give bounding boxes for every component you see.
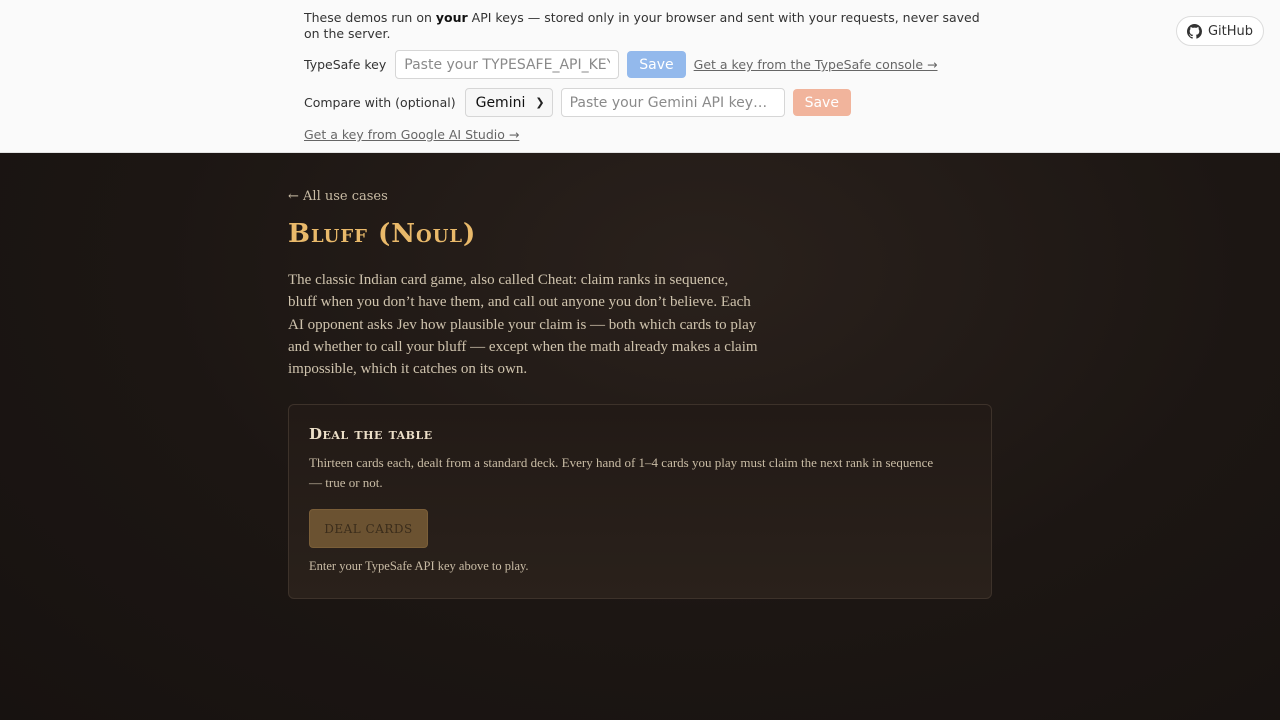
typesafe-console-link[interactable]: Get a key from the TypeSafe console → bbox=[693, 57, 938, 72]
typesafe-key-input[interactable] bbox=[395, 50, 619, 79]
typesafe-key-row bbox=[304, 50, 938, 79]
notice-text-pre: These demos run on bbox=[304, 10, 436, 25]
github-icon bbox=[1187, 24, 1202, 39]
api-key-hint: Enter your TypeSafe API key above to play. bbox=[309, 559, 529, 573]
github-button[interactable] bbox=[1176, 16, 1264, 46]
deal-cards-button[interactable]: DEAL CARDS bbox=[309, 509, 428, 548]
notice-text-post: API keys — stored only in your browser and sent with your requests, never saved on the server. bbox=[304, 10, 980, 41]
chevron-down-icon: ❯ bbox=[535, 96, 545, 109]
deal-table-card bbox=[288, 404, 992, 599]
main-content bbox=[0, 153, 1280, 720]
gemini-key-input[interactable] bbox=[561, 88, 785, 117]
typesafe-key-label: TypeSafe key bbox=[304, 57, 387, 72]
github-label: GitHub bbox=[1207, 23, 1254, 39]
gemini-save-button[interactable]: Save bbox=[793, 89, 851, 116]
all-use-cases-link[interactable]: ← All use cases bbox=[288, 189, 388, 204]
google-ai-studio-link[interactable]: Get a key from Google AI Studio → bbox=[304, 127, 520, 142]
typesafe-save-button[interactable]: Save bbox=[627, 51, 685, 78]
compare-label: Compare with (optional) bbox=[304, 95, 456, 110]
intro-paragraph: The classic Indian card game, also called Cheat: claim ranks in sequence, bluff when you don’t have them, and call out anyone you don’t believe. Each AI opponent asks Jev how plausible your claim is — both which cards to play and whether to call your bluff — except when the math already makes a claim impossible, which it catches on its own. bbox=[288, 272, 758, 378]
compare-key-row bbox=[304, 88, 851, 117]
api-key-bar bbox=[0, 0, 1280, 153]
api-key-notice bbox=[304, 10, 994, 42]
card-description: Thirteen cards each, dealt from a standard deck. Every hand of 1–4 cards you play must claim the next rank in sequence — true or not. bbox=[309, 455, 934, 490]
provider-selected-value: Gemini bbox=[475, 94, 526, 111]
page-title: Bluff (Noul) bbox=[288, 219, 477, 249]
provider-select[interactable] bbox=[465, 88, 553, 117]
card-title: Deal the table bbox=[309, 425, 433, 443]
notice-text-bold: your bbox=[435, 10, 468, 25]
